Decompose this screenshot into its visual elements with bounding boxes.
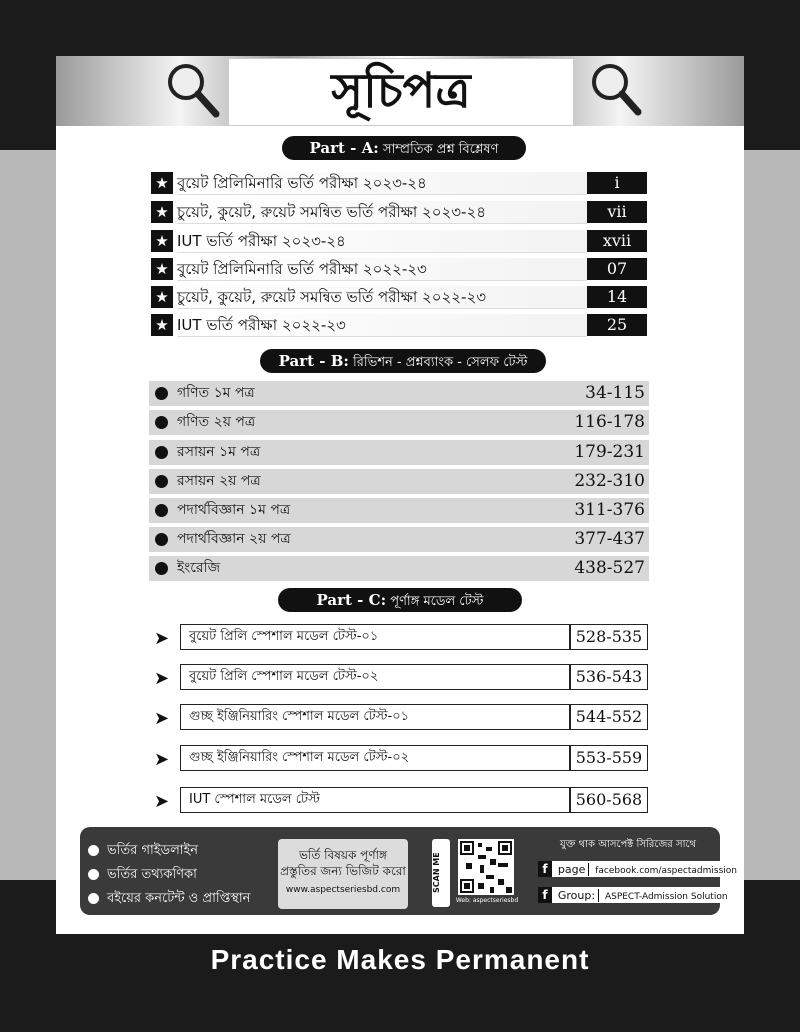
list-item bbox=[151, 286, 648, 308]
scan-me-label: SCAN ME bbox=[432, 839, 450, 907]
page-number: 34-115 bbox=[585, 383, 645, 403]
item-label: পদার্থবিজ্ঞান ১ম পত্র bbox=[177, 502, 291, 518]
list-item bbox=[154, 624, 650, 650]
bullet-icon bbox=[155, 562, 168, 575]
item-label: IUT ভর্তি পরীক্ষা ২০২২-২৩ bbox=[177, 314, 587, 337]
item-label: গুচ্ছ ইঞ্জিনিয়ারিং স্পেশাল মডেল টেস্ট-০১ bbox=[189, 709, 410, 724]
page-number: xvii bbox=[587, 230, 647, 252]
item-label: ইংরেজি bbox=[177, 560, 221, 576]
list-item bbox=[151, 230, 648, 252]
list-item bbox=[149, 527, 649, 552]
list-item bbox=[151, 172, 648, 194]
bullet-icon bbox=[88, 869, 99, 880]
item-label: IUT স্পেশাল মডেল টেস্ট bbox=[189, 792, 320, 807]
facebook-group-link[interactable] bbox=[538, 887, 731, 903]
part-b-subtitle: রিভিশন - প্রশ্নব্যাংক - সেলফ টেস্ট bbox=[353, 355, 528, 370]
list-item bbox=[151, 201, 648, 223]
page-number: 116-178 bbox=[574, 412, 645, 432]
page-number: 438-527 bbox=[574, 558, 645, 578]
star-icon: ★ bbox=[151, 172, 173, 194]
star-icon: ★ bbox=[151, 314, 173, 336]
bullet-icon bbox=[155, 475, 168, 488]
list-item bbox=[154, 787, 650, 813]
page-number: 311-376 bbox=[574, 500, 645, 520]
footer-item: ভর্তির গাইডলাইন bbox=[88, 841, 198, 862]
page-number: 544-552 bbox=[575, 707, 643, 726]
connect-text: যুক্ত থাক আসপেক্ট সিরিজের সাথে bbox=[560, 839, 696, 850]
item-label: গণিত ২য় পত্র bbox=[177, 414, 256, 430]
bullet-icon bbox=[155, 504, 168, 517]
part-c-label: Part - C: bbox=[316, 591, 387, 609]
item-label: রসায়ন ২য় পত্র bbox=[177, 473, 261, 489]
group-key: Group: bbox=[555, 889, 599, 902]
part-b-heading bbox=[260, 349, 546, 373]
list-item bbox=[149, 556, 649, 581]
part-a-label: Part - A: bbox=[309, 139, 379, 157]
qr-caption: Web: aspectseriesbd bbox=[455, 897, 519, 904]
part-c-subtitle: পূর্ণাঙ্গ মডেল টেস্ট bbox=[390, 594, 484, 609]
star-icon: ★ bbox=[151, 230, 173, 252]
page-number: 07 bbox=[587, 258, 647, 280]
bullet-icon bbox=[155, 416, 168, 429]
part-a-subtitle: সাম্প্রতিক প্রশ্ন বিশ্লেষণ bbox=[382, 142, 499, 157]
visit-box bbox=[278, 839, 408, 909]
item-label: IUT ভর্তি পরীক্ষা ২০২৩-২৪ bbox=[177, 230, 587, 253]
part-a-heading bbox=[282, 136, 526, 160]
item-label: বুয়েট প্রিলিমিনারি ভর্তি পরীক্ষা ২০২৩-২৪ bbox=[177, 172, 587, 195]
footer-item: বইয়ের কনটেন্ট ও প্রাপ্তিস্থান bbox=[88, 889, 250, 910]
bullet-icon bbox=[88, 893, 99, 904]
list-item bbox=[149, 498, 649, 523]
promo-footer bbox=[80, 827, 737, 915]
page-number: 528-535 bbox=[575, 627, 643, 646]
list-item bbox=[151, 314, 648, 336]
magnifier-icon bbox=[580, 58, 644, 122]
title-banner bbox=[56, 56, 744, 126]
magnifier-icon bbox=[160, 58, 224, 122]
footer-item: ভর্তির তথ্যকণিকা bbox=[88, 865, 197, 886]
page-title: সূচিপত্র bbox=[228, 58, 574, 126]
list-item bbox=[151, 258, 648, 280]
visit-line-2: প্রস্তুতির জন্য ভিজিট করো bbox=[280, 864, 406, 878]
page-number: 553-559 bbox=[575, 748, 643, 767]
arrow-icon: ➤ bbox=[154, 791, 170, 812]
page-number: 25 bbox=[587, 314, 647, 336]
arrow-icon: ➤ bbox=[154, 749, 170, 770]
page-number: 536-543 bbox=[575, 667, 643, 686]
item-label: গণিত ১ম পত্র bbox=[177, 385, 255, 401]
page-number: 232-310 bbox=[574, 471, 645, 491]
qr-code-icon[interactable] bbox=[458, 839, 514, 895]
star-icon: ★ bbox=[151, 201, 173, 223]
item-label: চুয়েট, কুয়েট, রুয়েট সমন্বিত ভর্তি পরীক্ষা ২০২২-২৩ bbox=[177, 286, 587, 309]
facebook-page-link[interactable] bbox=[538, 861, 740, 877]
page-number: 560-568 bbox=[575, 790, 643, 809]
facebook-icon: f bbox=[538, 887, 552, 903]
star-icon: ★ bbox=[151, 258, 173, 280]
item-label: চুয়েট, কুয়েট, রুয়েট সমন্বিত ভর্তি পরীক্ষা ২০২৩-২৪ bbox=[177, 201, 587, 224]
tagline: Practice Makes Permanent bbox=[210, 944, 590, 975]
item-label: বুয়েট প্রিলি স্পেশাল মডেল টেস্ট-০১ bbox=[189, 629, 379, 644]
item-label: রসায়ন ১ম পত্র bbox=[177, 444, 261, 460]
group-name: ASPECT-Admission Solution bbox=[604, 892, 728, 902]
part-c-heading bbox=[278, 588, 522, 612]
page-number: 179-231 bbox=[574, 442, 645, 462]
arrow-icon: ➤ bbox=[154, 668, 170, 689]
item-label: বুয়েট প্রিলিমিনারি ভর্তি পরীক্ষা ২০২২-২৩ bbox=[177, 258, 587, 281]
star-icon: ★ bbox=[151, 286, 173, 308]
list-item bbox=[154, 664, 650, 690]
bullet-icon bbox=[155, 446, 168, 459]
visit-line-1: ভর্তি বিষয়ক পূর্ণাঙ্গ bbox=[298, 848, 388, 862]
page-number: 14 bbox=[587, 286, 647, 308]
arrow-icon: ➤ bbox=[154, 708, 170, 729]
item-label: বুয়েট প্রিলি স্পেশাল মডেল টেস্ট-০২ bbox=[189, 669, 379, 684]
page-number: 377-437 bbox=[574, 529, 645, 549]
item-label: গুচ্ছ ইঞ্জিনিয়ারিং স্পেশাল মডেল টেস্ট-০২ bbox=[189, 750, 410, 765]
list-item bbox=[149, 440, 649, 465]
list-item bbox=[154, 745, 650, 771]
contents-page bbox=[56, 56, 744, 934]
item-label: পদার্থবিজ্ঞান ২য় পত্র bbox=[177, 531, 291, 547]
page-key: page bbox=[555, 863, 589, 876]
part-b-label: Part - B: bbox=[278, 352, 349, 370]
list-item bbox=[154, 704, 650, 730]
list-item bbox=[149, 381, 649, 406]
page-url: facebook.com/aspectadmission bbox=[595, 866, 737, 876]
list-item bbox=[149, 410, 649, 435]
arrow-icon: ➤ bbox=[154, 628, 170, 649]
list-item bbox=[149, 469, 649, 494]
bullet-icon bbox=[155, 387, 168, 400]
facebook-icon: f bbox=[538, 861, 552, 877]
bullet-icon bbox=[88, 845, 99, 856]
website-link[interactable]: www.aspectseriesbd.com bbox=[285, 885, 401, 895]
page-number: vii bbox=[587, 201, 647, 223]
page-number: i bbox=[587, 172, 647, 194]
bullet-icon bbox=[155, 533, 168, 546]
